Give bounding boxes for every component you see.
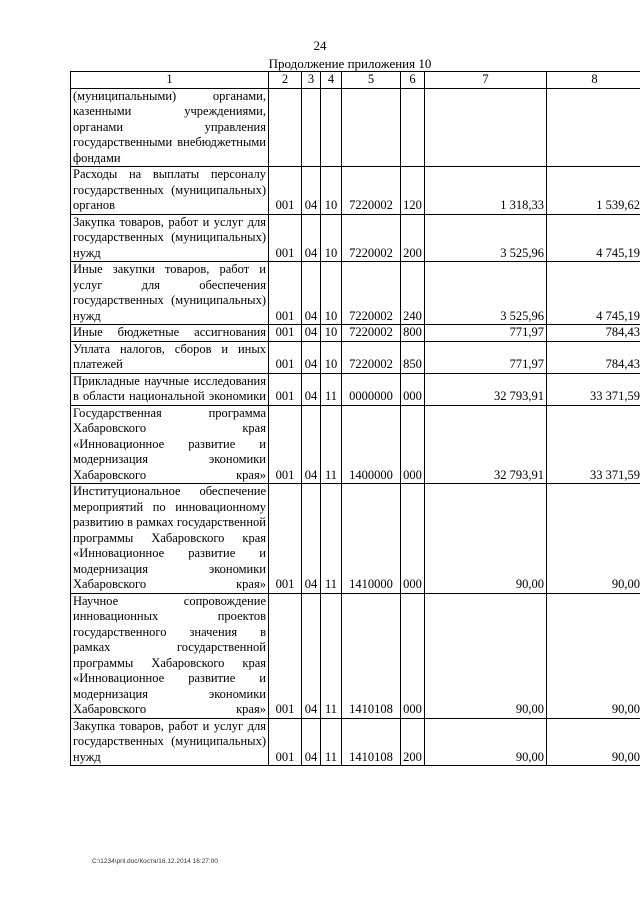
- cell-c6: 800: [401, 325, 425, 342]
- row-name: Иные закупки товаров, работ и услуг для обеспечения государственных (муниципальных) нужд: [71, 262, 269, 325]
- cell-c7: 90,00: [425, 718, 547, 766]
- column-header: 3: [302, 72, 321, 89]
- cell-c2: 001: [269, 325, 302, 342]
- cell-c5: 0000000: [342, 373, 401, 405]
- cell-c6: 200: [401, 214, 425, 262]
- column-header: 6: [401, 72, 425, 89]
- cell-c3: 04: [302, 405, 321, 484]
- table-row: [71, 262, 640, 325]
- cell-c4: 10: [321, 214, 342, 262]
- cell-c5: 1410000: [342, 484, 401, 594]
- table-row: [71, 484, 640, 594]
- cell-c5: 1410108: [342, 718, 401, 766]
- cell-c6: 200: [401, 718, 425, 766]
- cell-c5: 7220002: [342, 167, 401, 215]
- cell-c4: 10: [321, 325, 342, 342]
- cell-c3: 04: [302, 214, 321, 262]
- cell-c8: 90,00: [547, 718, 640, 766]
- cell-c4: 10: [321, 341, 342, 373]
- row-name: Закупка товаров, работ и услуг для государственных (муниципальных) нужд: [71, 718, 269, 766]
- row-name: Уплата налогов, сборов и иных платежей: [71, 341, 269, 373]
- table-row: [71, 373, 640, 405]
- cell-c7: 771,97: [425, 341, 547, 373]
- cell-c8: 4 745,19: [547, 214, 640, 262]
- cell-c2: 001: [269, 214, 302, 262]
- cell-c2: 001: [269, 484, 302, 594]
- cell-c7: [425, 88, 547, 167]
- cell-c6: 000: [401, 593, 425, 718]
- cell-c7: 90,00: [425, 484, 547, 594]
- cell-c6: 000: [401, 405, 425, 484]
- cell-c8: 90,00: [547, 593, 640, 718]
- row-name: (муниципальными) органами, казенными учреждениями, органами управления государственными внебюджетными фондами: [71, 88, 269, 167]
- cell-c6: [401, 88, 425, 167]
- row-name: Институциональное обеспечение мероприятий по инновационному развитию в рамках государственной программы Хабаровского края «Инновационное развитие и модернизация экономики Хабаровского края»: [71, 484, 269, 594]
- cell-c3: 04: [302, 373, 321, 405]
- cell-c8: 1 539,62: [547, 167, 640, 215]
- cell-c5: 7220002: [342, 325, 401, 342]
- row-name: Государственная программа Хабаровского края «Инновационное развитие и модернизация экономики Хабаровского края»: [71, 405, 269, 484]
- cell-c6: 000: [401, 484, 425, 594]
- table-row: [71, 593, 640, 718]
- cell-c7: 1 318,33: [425, 167, 547, 215]
- cell-c5: 7220002: [342, 341, 401, 373]
- cell-c8: 90,00: [547, 484, 640, 594]
- cell-c6: 240: [401, 262, 425, 325]
- header-row: [71, 72, 640, 89]
- cell-c8: 784,43: [547, 325, 640, 342]
- page-number: 24: [313, 38, 327, 53]
- column-header: 8: [547, 72, 640, 89]
- cell-c2: 001: [269, 262, 302, 325]
- cell-c6: 120: [401, 167, 425, 215]
- cell-c7: 3 525,96: [425, 214, 547, 262]
- cell-c7: 32 793,91: [425, 405, 547, 484]
- cell-c8: 33 371,59: [547, 373, 640, 405]
- cell-c3: 04: [302, 167, 321, 215]
- cell-c4: 11: [321, 718, 342, 766]
- column-header: 7: [425, 72, 547, 89]
- cell-c7: 90,00: [425, 593, 547, 718]
- cell-c4: 11: [321, 484, 342, 594]
- cell-c3: 04: [302, 341, 321, 373]
- cell-c2: 001: [269, 341, 302, 373]
- table-row: [71, 325, 640, 342]
- table-row: [71, 214, 640, 262]
- file-path-footer: C:\1234\pril.doc/Костя/16.12.2014 16:27:00: [92, 858, 218, 865]
- row-name: Прикладные научные исследования в области национальной экономики: [71, 373, 269, 405]
- cell-c8: [547, 88, 640, 167]
- cell-c7: 3 525,96: [425, 262, 547, 325]
- column-header: 2: [269, 72, 302, 89]
- cell-c2: 001: [269, 718, 302, 766]
- row-name: Расходы на выплаты персоналу государственных (муниципальных) органов: [71, 167, 269, 215]
- cell-c8: 33 371,59: [547, 405, 640, 484]
- cell-c8: 4 745,19: [547, 262, 640, 325]
- cell-c7: 32 793,91: [425, 373, 547, 405]
- appendix-subtitle: Продолжение приложения 10: [268, 56, 432, 71]
- row-name: Закупка товаров, работ и услуг для государственных (муниципальных) нужд: [71, 214, 269, 262]
- cell-c6: 850: [401, 341, 425, 373]
- table-row: [71, 405, 640, 484]
- row-name: Иные бюджетные ассигнования: [71, 325, 269, 342]
- cell-c2: 001: [269, 405, 302, 484]
- cell-c5: 7220002: [342, 262, 401, 325]
- cell-c2: 001: [269, 593, 302, 718]
- cell-c4: 10: [321, 167, 342, 215]
- cell-c2: 001: [269, 167, 302, 215]
- cell-c4: 11: [321, 405, 342, 484]
- table-row: [71, 718, 640, 766]
- cell-c3: 04: [302, 484, 321, 594]
- budget-table: [70, 71, 640, 766]
- table-row: [71, 167, 640, 215]
- cell-c2: 001: [269, 373, 302, 405]
- cell-c7: 771,97: [425, 325, 547, 342]
- cell-c8: 784,43: [547, 341, 640, 373]
- cell-c5: [342, 88, 401, 167]
- column-header: 1: [71, 72, 269, 89]
- cell-c4: 10: [321, 262, 342, 325]
- table-row: [71, 88, 640, 167]
- row-name: Научное сопровождение инновационных проектов государственного значения в рамках государственной программы Хабаровского края «Инновационное развитие и модернизация экономики Хабаровского края»: [71, 593, 269, 718]
- cell-c4: 11: [321, 373, 342, 405]
- cell-c3: [302, 88, 321, 167]
- column-header: 5: [342, 72, 401, 89]
- cell-c3: 04: [302, 325, 321, 342]
- column-header: 4: [321, 72, 342, 89]
- table-row: [71, 341, 640, 373]
- cell-c3: 04: [302, 718, 321, 766]
- cell-c2: [269, 88, 302, 167]
- cell-c5: 1400000: [342, 405, 401, 484]
- cell-c4: [321, 88, 342, 167]
- cell-c5: 1410108: [342, 593, 401, 718]
- cell-c3: 04: [302, 593, 321, 718]
- cell-c6: 000: [401, 373, 425, 405]
- cell-c4: 11: [321, 593, 342, 718]
- cell-c3: 04: [302, 262, 321, 325]
- cell-c5: 7220002: [342, 214, 401, 262]
